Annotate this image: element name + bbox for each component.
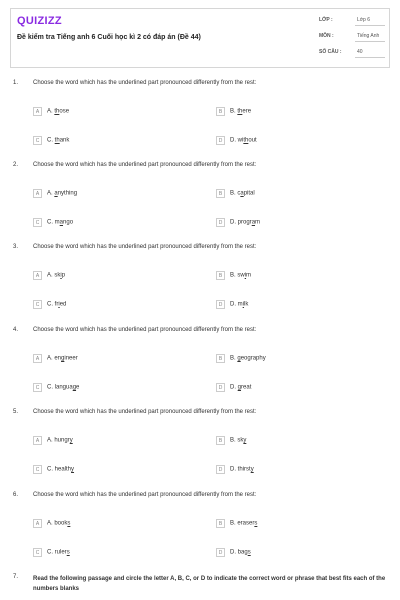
question-text: Choose the word which has the underlined part pronounced differently from the rest: (33, 409, 257, 415)
option-prefix: A. (47, 272, 55, 279)
question-text: Choose the word which has the underlined part pronounced differently from the rest: (33, 80, 257, 86)
option-prefix: B. (230, 108, 238, 115)
option-prefix: A. (47, 437, 55, 444)
option-text (230, 385, 251, 391)
option-c[interactable] (33, 383, 79, 392)
option-underlined-part: g (72, 384, 77, 391)
question-number: 6. (13, 492, 19, 498)
option-prefix: D. (230, 466, 238, 473)
option-word-start: thirst (237, 466, 251, 473)
option-word-end: ose (59, 108, 70, 115)
option-prefix: D. (230, 384, 238, 391)
option-prefix: A. (47, 190, 55, 197)
option-c[interactable] (33, 465, 74, 474)
option-word-start: langua (54, 384, 73, 391)
meta-count-label: SỐ CÂU : (319, 49, 342, 55)
meta-subject-label: MÔN : (319, 33, 334, 39)
option-a[interactable] (33, 354, 78, 363)
option-prefix: C. (47, 549, 55, 556)
option-letter-box[interactable]: C (33, 548, 42, 557)
option-prefix: C. (47, 301, 55, 308)
option-letter-box[interactable]: B (216, 354, 225, 363)
option-text (230, 109, 251, 115)
meta-subject-underline (355, 41, 385, 42)
option-letter-box[interactable]: B (216, 189, 225, 198)
option-word-end: ngo (63, 219, 74, 226)
option-word-end: out (248, 137, 257, 144)
option-prefix: B. (230, 520, 238, 527)
option-text (47, 273, 65, 279)
option-text (230, 521, 257, 527)
quizizz-logo: QUIZIZZ (17, 15, 62, 27)
option-text (47, 550, 70, 556)
option-letter-box[interactable]: B (216, 519, 225, 528)
option-word-start: fr (54, 301, 59, 308)
option-word-end: ank (59, 137, 70, 144)
option-underlined-part: i (242, 301, 245, 308)
option-d[interactable] (216, 136, 257, 145)
option-word-start: en (54, 355, 62, 362)
option-prefix: A. (47, 520, 55, 527)
option-word-start: c (237, 190, 241, 197)
option-underlined-part: s (67, 520, 71, 527)
option-letter-box[interactable]: D (216, 300, 225, 309)
option-b[interactable] (216, 436, 246, 445)
option-b[interactable] (216, 354, 266, 363)
option-a[interactable] (33, 436, 73, 445)
option-d[interactable] (216, 300, 248, 309)
option-text (230, 191, 255, 197)
option-prefix: C. (47, 384, 55, 391)
option-word-start: sk (54, 272, 61, 279)
option-prefix: B. (230, 272, 238, 279)
option-letter-box[interactable]: B (216, 436, 225, 445)
option-underlined-part: s (66, 549, 70, 556)
option-prefix: B. (230, 190, 238, 197)
option-letter-box[interactable]: C (33, 136, 42, 145)
option-underlined-part: i (244, 272, 247, 279)
option-letter-box[interactable]: A (33, 519, 42, 528)
option-underlined-part: a (251, 219, 256, 226)
option-letter-box[interactable]: C (33, 465, 42, 474)
option-text (230, 220, 260, 226)
option-underlined-part: y (250, 466, 254, 473)
option-letter-box[interactable]: B (216, 107, 225, 116)
option-prefix: B. (230, 437, 238, 444)
option-text (230, 356, 266, 362)
option-text (47, 467, 74, 473)
option-letter-box[interactable]: A (33, 189, 42, 198)
option-letter-box[interactable]: D (216, 548, 225, 557)
option-text (47, 385, 79, 391)
option-underlined-part: th (243, 137, 249, 144)
option-word-start: health (54, 466, 72, 473)
option-prefix: C. (47, 466, 55, 473)
option-word-start: m (237, 301, 243, 308)
option-a[interactable] (33, 271, 65, 280)
meta-count-value: 40 (357, 49, 363, 55)
option-underlined-part: g (237, 355, 241, 362)
question-number: 1. (13, 80, 19, 86)
option-word-end: nything (57, 190, 78, 197)
option-d[interactable] (216, 383, 251, 392)
question-text: Choose the word which has the underlined part pronounced differently from the rest: (33, 244, 257, 250)
option-b[interactable] (216, 107, 251, 116)
question-number: 4. (13, 327, 19, 333)
option-underlined-part: a (54, 190, 58, 197)
option-text (230, 138, 257, 144)
meta-subject-value: Tiếng Anh (357, 33, 380, 39)
option-text (230, 273, 251, 279)
option-c[interactable] (33, 136, 69, 145)
question-number: 2. (13, 162, 19, 168)
option-letter-box[interactable]: D (216, 218, 225, 227)
option-word-end: ere (242, 108, 252, 115)
option-text (47, 191, 77, 197)
option-b[interactable] (216, 271, 251, 280)
option-c[interactable] (33, 548, 70, 557)
page-title: Đề kiểm tra Tiếng anh 6 Cuối học kì 2 có đáp án (Đề 44) (17, 34, 201, 41)
option-c[interactable] (33, 300, 66, 309)
option-b[interactable] (216, 519, 257, 528)
option-text (230, 467, 254, 473)
option-a[interactable] (33, 519, 70, 528)
option-letter-box[interactable]: C (33, 383, 42, 392)
option-text (47, 521, 70, 527)
option-word-start: progr (237, 219, 252, 226)
option-text (47, 109, 69, 115)
option-word-end: ed (59, 301, 67, 308)
option-letter-box[interactable]: D (216, 136, 225, 145)
question-number: 7. (13, 574, 19, 580)
option-text (230, 438, 246, 444)
option-text (47, 302, 66, 308)
option-word-end: pital (243, 190, 255, 197)
option-underlined-part: a (59, 219, 64, 226)
option-letter-box[interactable]: A (33, 436, 42, 445)
question-text: Choose the word which has the underlined part pronounced differently from the rest: (33, 327, 257, 333)
option-text (47, 356, 78, 362)
option-d[interactable] (216, 218, 260, 227)
option-prefix: D. (230, 549, 238, 556)
option-d[interactable] (216, 548, 251, 557)
meta-count-underline (355, 57, 385, 58)
option-word-end: e (76, 384, 80, 391)
option-underlined-part: a (240, 190, 244, 197)
question-text: Read the following passage and circle the letter A, B, C, or D to indicate the correct word or phrase that best fits each of the numbers blanks (33, 576, 386, 592)
option-word-start: wi (237, 137, 244, 144)
question-text: Choose the word which has the underlined part pronounced differently from the rest: (33, 492, 257, 498)
option-letter-box[interactable]: A (33, 107, 42, 116)
option-word-end: p (61, 272, 66, 279)
option-word-end: lk (244, 301, 249, 308)
option-text (230, 302, 248, 308)
option-underlined-part: i (60, 272, 62, 279)
option-a[interactable] (33, 189, 77, 198)
option-word-start: sk (237, 437, 244, 444)
option-underlined-part: y (243, 437, 247, 444)
option-word-start: eraser (237, 520, 255, 527)
option-letter-box[interactable]: C (33, 218, 42, 227)
option-word-start: book (54, 520, 68, 527)
option-underlined-part: g (237, 384, 242, 391)
meta-grade-value: Lớp 6 (357, 17, 371, 23)
option-d[interactable] (216, 465, 254, 474)
option-letter-box[interactable]: B (216, 271, 225, 280)
option-prefix: A. (47, 108, 55, 115)
option-text (230, 550, 251, 556)
option-word-start: hungr (54, 437, 70, 444)
option-underlined-part: y (69, 437, 73, 444)
option-word-end: m (246, 272, 252, 279)
option-underlined-part: s (247, 549, 251, 556)
option-word-end: reat (241, 384, 252, 391)
option-word-end: eography (240, 355, 266, 362)
option-prefix: A. (47, 355, 55, 362)
option-prefix: C. (47, 137, 55, 144)
option-prefix: C. (47, 219, 55, 226)
meta-grade-label: LỚP : (319, 17, 333, 23)
option-b[interactable] (216, 189, 255, 198)
option-underlined-part: y (71, 466, 75, 473)
option-underlined-part: th (54, 108, 60, 115)
option-text (47, 138, 69, 144)
option-a[interactable] (33, 107, 69, 116)
question-text: Choose the word which has the underlined part pronounced differently from the rest: (33, 162, 257, 168)
option-c[interactable] (33, 218, 73, 227)
option-text (47, 220, 73, 226)
option-underlined-part: g (61, 355, 65, 362)
option-underlined-part: th (237, 108, 243, 115)
option-letter-box[interactable]: D (216, 383, 225, 392)
option-prefix: B. (230, 355, 238, 362)
option-letter-box[interactable]: D (216, 465, 225, 474)
option-prefix: D. (230, 301, 238, 308)
option-word-end: ineer (64, 355, 78, 362)
option-underlined-part: th (54, 137, 60, 144)
option-underlined-part: s (254, 520, 258, 527)
question-number: 3. (13, 244, 19, 250)
option-underlined-part: i (58, 301, 60, 308)
option-word-start: sw (237, 272, 245, 279)
option-letter-box[interactable]: A (33, 271, 42, 280)
header-card (10, 8, 390, 68)
meta-grade-underline (355, 25, 385, 26)
option-prefix: D. (230, 219, 238, 226)
option-letter-box[interactable]: A (33, 354, 42, 363)
option-word-start: bag (237, 549, 248, 556)
option-word-start: ruler (54, 549, 67, 556)
option-word-end: m (255, 219, 261, 226)
question-number: 5. (13, 409, 19, 415)
option-text (47, 438, 73, 444)
option-prefix: D. (230, 137, 238, 144)
option-letter-box[interactable]: C (33, 300, 42, 309)
option-word-start: m (54, 219, 60, 226)
